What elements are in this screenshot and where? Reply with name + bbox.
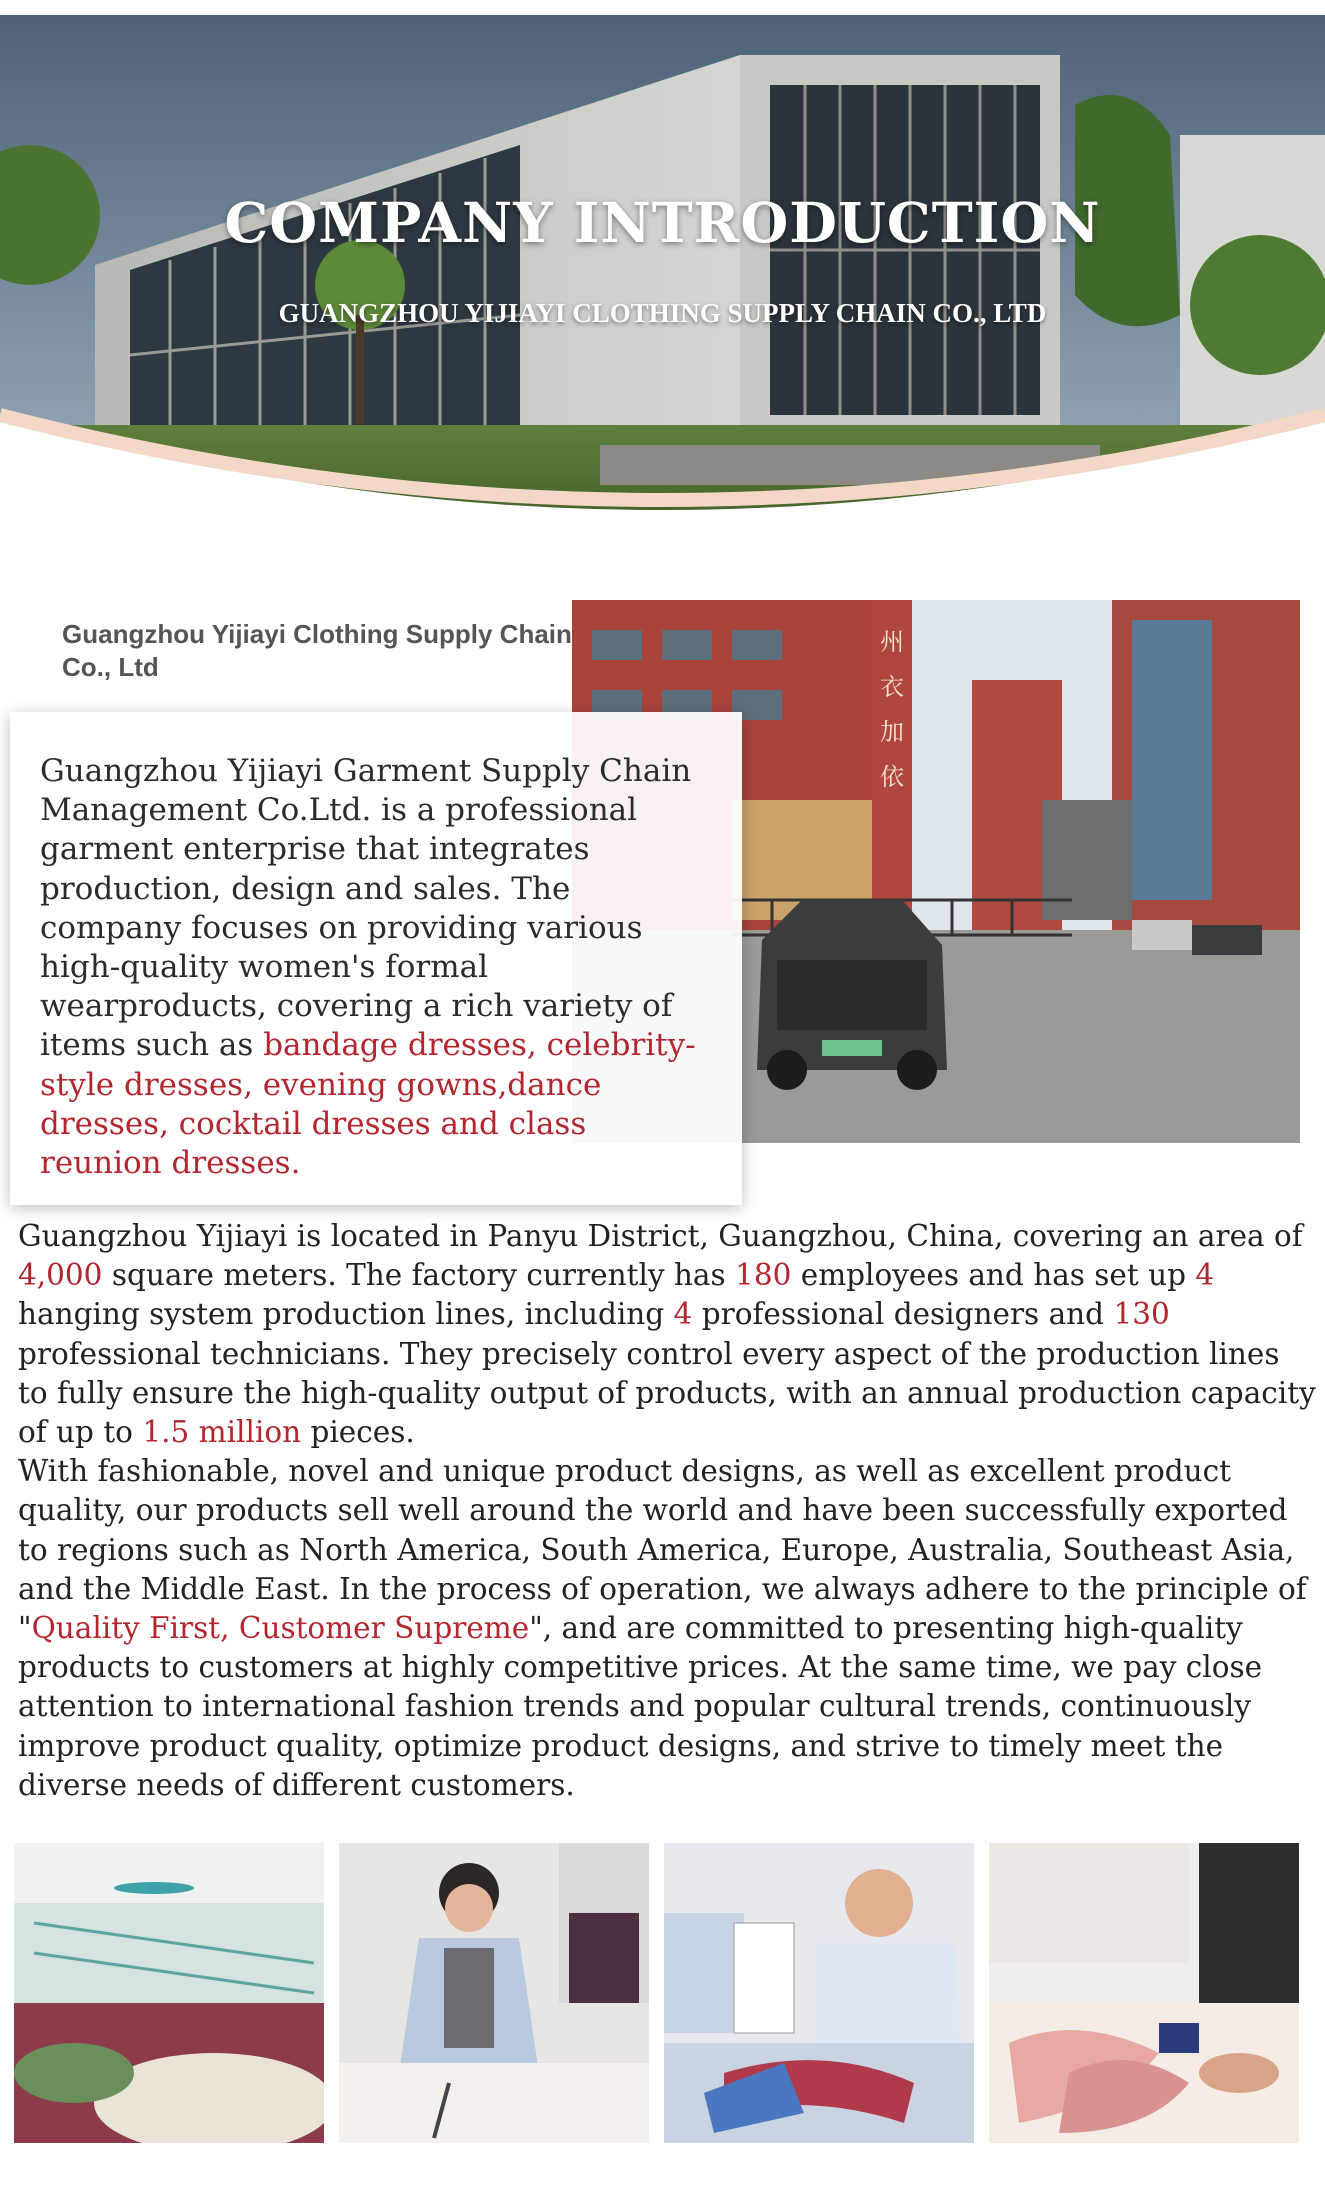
hero-banner	[0, 0, 1325, 545]
designers-value: 4	[673, 1297, 693, 1332]
text-segment: professional technicians. They precisely control every aspect of the production lines to fully ensure the high-quality output of products, with an annual production capacity of up to	[18, 1336, 1316, 1450]
factory-sign-char: 加	[880, 718, 904, 746]
company-description	[18, 1217, 1318, 1805]
text-segment: With fashionable, novel and unique product designs, as well as excellent product quality, our products sell well around the world and have been successfully exported to regions such as North America, South America, Europe, Australia, Southeast Asia, and the Middle East. In the process of operation, we always adhere to the principle of "	[18, 1454, 1307, 1646]
text-segment: hanging system production lines, including	[18, 1297, 674, 1332]
gallery-photo-designer	[339, 1843, 649, 2143]
text-segment: Guangzhou Yijiayi is located in Panyu District, Guangzhou, China, covering an area of	[18, 1219, 1303, 1253]
gallery-photo-workshop	[14, 1843, 324, 2143]
text-segment: professional designers and	[692, 1297, 1114, 1332]
intro-product-list: bandage dresses, celebrity-style dresses, evening gowns,dance dresses, cocktail dresses and class reunion dresses.	[40, 1027, 696, 1182]
production-lines-value: 4	[1195, 1258, 1215, 1293]
intro-paragraph	[40, 752, 714, 1183]
description-paragraph-2	[18, 1452, 1318, 1805]
factory-sign-char: 州	[880, 628, 904, 656]
factory-sign-char: 衣	[880, 673, 904, 701]
hero-building-image	[0, 15, 1325, 545]
hero-subtitle: GUANGZHOU YIJIAYI CLOTHING SUPPLY CHAIN CO., LTD	[278, 298, 1047, 328]
hero-title: COMPANY INTRODUCTION	[224, 190, 1101, 255]
area-value: 4,000	[18, 1258, 103, 1293]
intro-card	[10, 712, 742, 1205]
employees-value: 180	[735, 1258, 792, 1293]
technicians-value: 130	[1113, 1297, 1170, 1332]
factory-sign-char: 依	[880, 763, 904, 791]
company-principle: Quality First, Customer Supreme	[31, 1611, 530, 1646]
company-brand-label: Guangzhou Yijiayi Clothing Supply Chain Co., Ltd	[62, 619, 572, 682]
text-segment: pieces.	[301, 1415, 415, 1450]
intro-text: Guangzhou Yijiayi Garment Supply Chain Management Co.Ltd. is a professional garment enterprise that integrates production, design and sales. The company focuses on providing various high-quality women's formal wearproducts, covering a rich variety of items such as	[40, 753, 692, 1064]
text-segment: square meters. The factory currently has	[102, 1258, 736, 1293]
text-segment: ", and are committed to presenting high-quality products to customers at highly competitive prices. At the same time, we pay close attention to international fashion trends and popular cultural trends, continuously improve product quality, optimize product designs, and strive to timely meet the diverse needs of different customers.	[18, 1611, 1263, 1802]
gallery-photo-ironing	[989, 1843, 1299, 2143]
gallery-photo-sewing	[664, 1843, 974, 2143]
factory-photo-gallery	[14, 1843, 1308, 2143]
description-paragraph-1	[18, 1217, 1318, 1452]
capacity-value: 1.5 million	[142, 1415, 302, 1450]
text-segment: employees and has set up	[791, 1258, 1196, 1293]
